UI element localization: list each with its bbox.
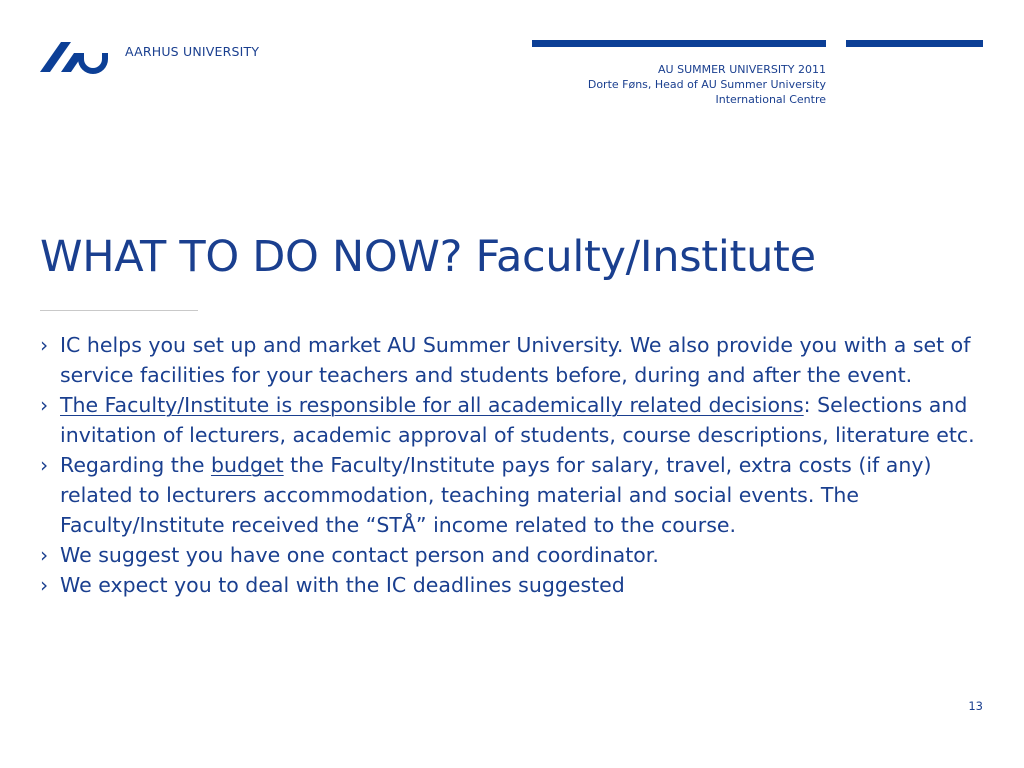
bullet-item — [40, 450, 980, 540]
bullet-list — [40, 330, 980, 600]
bullet-item — [40, 330, 980, 390]
bullet-text: IC helps you set up and market AU Summer University. We also provide you with a set of service facilities for your teachers and students before, during and after the event. — [60, 333, 971, 387]
bullet-chevron-icon: › — [40, 393, 49, 417]
responsibility-link[interactable]: The Faculty/Institute is responsible for all academically related decisions — [60, 393, 804, 417]
header-bar-right — [846, 40, 983, 47]
presenter-department: International Centre — [715, 93, 826, 106]
bullet-chevron-icon: › — [40, 453, 49, 477]
presentation-name: AU SUMMER UNIVERSITY 2011 — [658, 63, 826, 76]
header-bar-left — [532, 40, 826, 47]
presentation-info — [588, 62, 826, 107]
university-name: AARHUS UNIVERSITY — [125, 44, 260, 59]
bullet-text: the Faculty/Institute pays for salary, travel, extra costs (if any) related to lecturers accommodation, teaching material and social events. The Faculty/Institute received the “STÅ” income related to the course. — [60, 453, 932, 537]
bullet-item — [40, 390, 980, 450]
bullet-chevron-icon: › — [40, 333, 49, 357]
slide-title: WHAT TO DO NOW? Faculty/Institute — [40, 232, 816, 282]
bullet-chevron-icon: › — [40, 543, 49, 567]
budget-link[interactable]: budget — [210, 453, 284, 477]
bullet-item — [40, 540, 980, 570]
presenter-name: Dorte Føns, Head of AU Summer University — [587, 78, 826, 91]
bullet-text: : Selections and invitation of lecturers, academic approval of students, course descriptions, literature etc. — [60, 393, 975, 447]
bullet-item — [40, 570, 980, 600]
title-divider — [40, 310, 198, 311]
bullet-text: We expect you to deal with the IC deadlines suggested — [60, 573, 625, 597]
page-number: 13 — [968, 699, 983, 713]
au-logo-icon — [40, 40, 108, 76]
bullet-chevron-icon: › — [40, 573, 49, 597]
bullet-text: We suggest you have one contact person and coordinator. — [60, 543, 659, 567]
bullet-text: Regarding the — [60, 453, 211, 477]
